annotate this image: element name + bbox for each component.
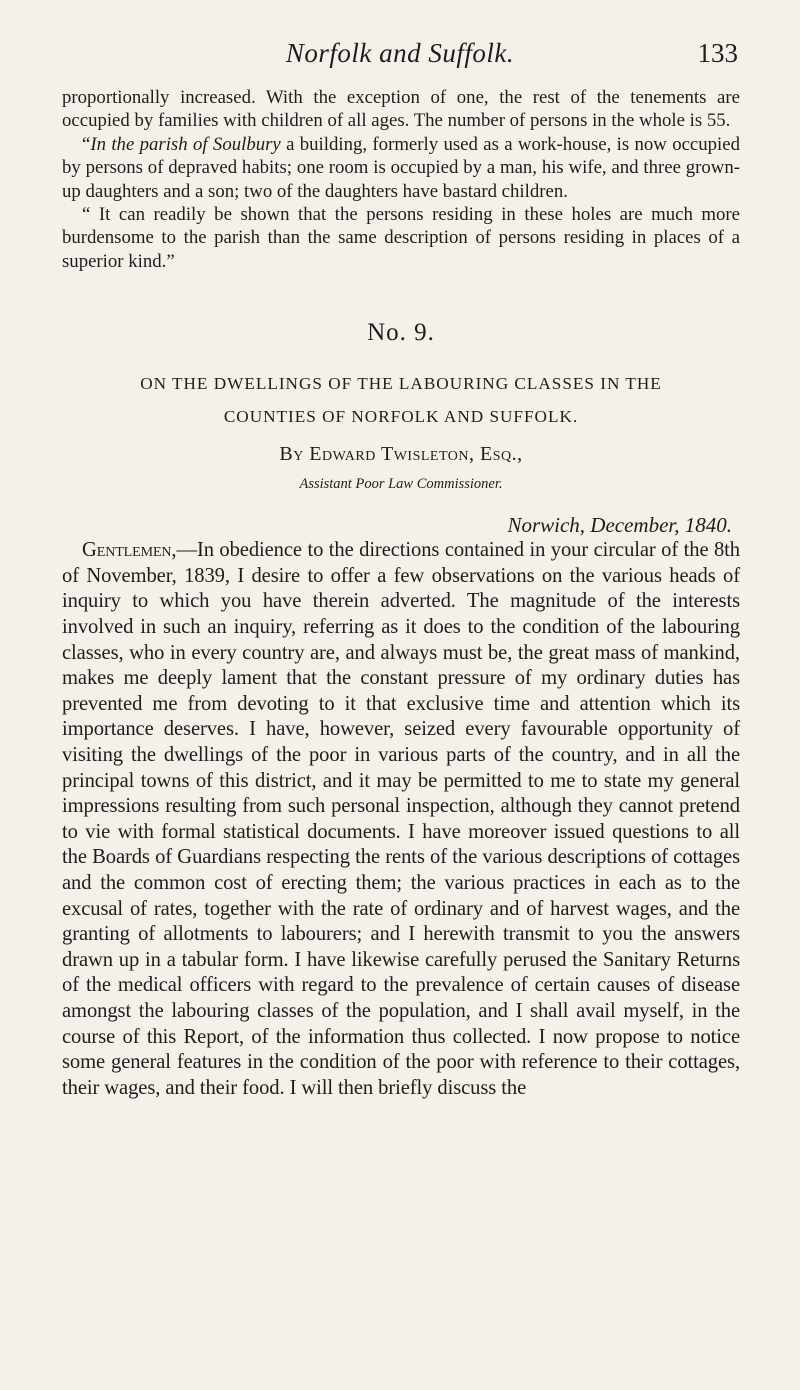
letter-body xyxy=(62,538,740,1101)
paragraph-soulbury xyxy=(62,133,740,203)
section-number: No. 9. xyxy=(367,319,435,347)
page-body xyxy=(62,86,740,1101)
section-title xyxy=(62,367,740,433)
page-number: 133 xyxy=(697,38,738,68)
dateline: Norwich, December, 1840. xyxy=(507,513,732,538)
author-role: Assistant Poor Law Commissioner. xyxy=(299,476,503,493)
salutation: Gentlemen, xyxy=(82,539,177,562)
author-byline: By Edward Twisleton, Esq., xyxy=(279,443,523,466)
parish-name: In the parish of Soulbury xyxy=(90,133,281,155)
section-title-line-2: COUNTIES OF NORFOLK AND SUFFOLK. xyxy=(223,407,579,427)
section-title-line-1: ON THE DWELLINGS OF THE LABOURING CLASSES IN THE xyxy=(140,374,662,394)
letter-text: —In obedience to the directions contained in your circular of the 8th of November, 1839, I desire to offer a few observations on the various heads of inquiry to which you have therein adverted. The magnitude of the interests involved in such an inquiry, referring as it does to the condition of the labouring classes, who in every country are, and always must be, the great mass of mankind, makes me deeply lament that the constant pressure of my ordinary duties has prevented me from devoting to it that exclusive time and attention which its importance deserves. I have, however, seized every favourable opportunity of visiting the dwellings of the poor in various parts of the country, and in all the principal towns of this district, and it may be permitted to me to state my general impressions resulting from such personal inspection, although they cannot pretend to vie with formal statistical documents. I have moreover issued questions to all the Boards of Guardians respecting the rents of the various descriptions of cottages and the common cost of erecting them; the various practices in each as to the excusal of rates, together with the rate of ordinary and of harvest wages, and the granting of allotments to labourers; and I herewith transmit to you the answers drawn up in a tabular form. I have likewise carefully perused the Sanitary Returns of the medical officers with regard to the prevalence of certain causes of disease amongst the labouring classes of the population, and I shall avail myself, in the course of this Report, of the information thus collected. I now propose to notice some general features in the condition of the poor with reference to their cottages, their wages, and their food. I will then briefly discuss the xyxy=(62,539,740,1099)
paragraph-continuation: proportionally increased. With the exception of one, the rest of the tenements are occupied by families with children of all ages. The number of persons in the whole is 55. xyxy=(62,87,740,132)
paragraph-soulbury-text: a building, formerly used as a work-house, is now occupied by persons of depraved habits; one room is occupied by a man, his wife, and three grown-up daughters and a son; two of the daughters have bastard children. xyxy=(62,133,740,202)
open-quote: “ xyxy=(82,133,91,155)
paragraph-holes: “ It can readily be shown that the persons residing in these holes are much more burdensome to the parish than the same description of persons residing in places of a superior kind.” xyxy=(62,204,740,272)
running-title: Norfolk and Suffolk. xyxy=(285,38,515,68)
running-head xyxy=(62,38,738,78)
